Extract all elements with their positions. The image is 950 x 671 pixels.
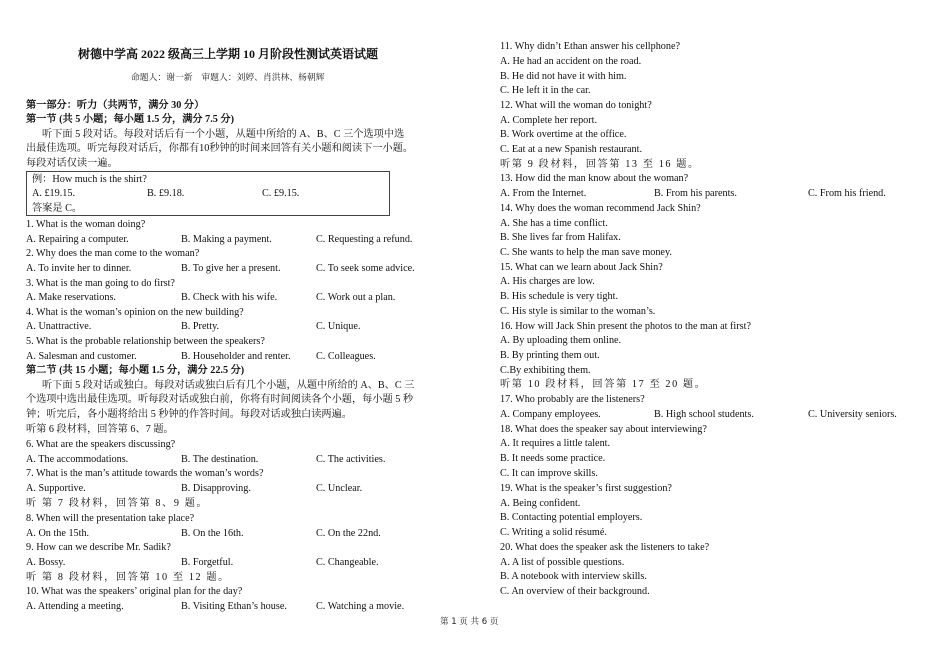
question-stem: 16. How will Jack Shin present the photos to the man at first? <box>500 321 751 332</box>
option-c: C. Colleagues. <box>316 351 376 362</box>
option-c: C. Watching a movie. <box>316 601 405 612</box>
option-a: A. His charges are low. <box>500 276 595 287</box>
question-stem: 1. What is the woman doing? <box>26 219 146 230</box>
question-stem: 20. What does the speaker ask the listeners to take? <box>500 542 710 553</box>
question-stem: 11. Why didn’t Ethan answer his cellphone? <box>500 41 681 52</box>
option-c: C. Requesting a refund. <box>316 234 413 245</box>
option-a: A. Bossy. <box>26 557 66 568</box>
option-b: B. The destination. <box>181 454 259 465</box>
option-c: C. It can improve skills. <box>500 468 598 479</box>
question-stem: 17. Who probably are the listeners? <box>500 394 645 405</box>
option-b: B. Visiting Ethan’s house. <box>181 601 287 612</box>
option-b: B. Work overtime at the office. <box>500 129 627 140</box>
option-c: C. His style is similar to the woman’s. <box>500 306 656 317</box>
option-b: B. Check with his wife. <box>181 292 278 303</box>
option-a: A. He had an accident on the road. <box>500 56 642 67</box>
option-b: B. Contacting potential employers. <box>500 512 643 523</box>
question-stem: 2. Why does the man come to the woman? <box>26 248 200 259</box>
option-b: B. It needs some practice. <box>500 453 606 464</box>
section2-heading: 第二节 (共 15 小题；每小题 1.5 分，满分 22.5 分) <box>26 365 245 376</box>
listening-note: 听 第 7 段材料，回答第 8、9 题。 <box>26 498 209 509</box>
option-c: C. He left it in the car. <box>500 85 591 96</box>
option-c: C. To seek some advice. <box>316 263 415 274</box>
section1-instruction: 出最佳选项。听完每段对话后，你都有10秒钟的时间来回答有关小题和阅读下一小题。 <box>26 143 414 154</box>
question-stem: 14. Why does the woman recommend Jack Shin? <box>500 203 701 214</box>
question-stem: 18. What does the speaker say about interviewing? <box>500 424 707 435</box>
option-a: A. A list of possible questions. <box>500 557 625 568</box>
example-option-a: A. £19.15. <box>32 188 76 199</box>
option-b: B. Forgetful. <box>181 557 234 568</box>
option-a: A. On the 15th. <box>26 528 90 539</box>
exam-authors: 命题人：谢一新 审题人：刘婷、肖洪林、杨朝辉 <box>131 72 325 82</box>
option-a: A. Salesman and customer. <box>26 351 137 362</box>
option-a: A. Repairing a computer. <box>26 234 129 245</box>
question-stem: 7. What is the man’s attitude towards the woman’s words? <box>26 468 264 479</box>
option-b: B. He did not have it with him. <box>500 71 627 82</box>
listening-note: 听第 6 段材料，回答第 6、7 题。 <box>26 424 174 435</box>
option-c: C. From his friend. <box>808 188 886 199</box>
section2-instruction: 个选项中选出最佳选项。听每段对话或独白前，你将有时间阅读各个小题，每小题 5 秒 <box>26 394 414 405</box>
question-stem: 4. What is the woman’s opinion on the new building? <box>26 307 244 318</box>
section2-instruction: 听下面 5 段对话或独白。每段对话或独白后有几个小题，从题中所给的 A、B、C 三 <box>42 380 415 391</box>
option-b: B. Pretty. <box>181 321 220 332</box>
option-c: C. She wants to help the man save money. <box>500 247 672 258</box>
example-box <box>26 171 390 216</box>
option-a: A. She has a time conflict. <box>500 218 608 229</box>
example-option-c: C. £9.15. <box>262 188 300 199</box>
option-c: C. On the 22nd. <box>316 528 381 539</box>
option-b: B. To give her a present. <box>181 263 281 274</box>
option-c: C. Unclear. <box>316 483 363 494</box>
example-option-b: B. £9.18. <box>147 188 185 199</box>
option-b: B. She lives far from Halifax. <box>500 232 621 243</box>
option-c: C. Work out a plan. <box>316 292 396 303</box>
section1-heading: 第一节 (共 5 小题；每小题 1.5 分，满分 7.5 分) <box>26 114 234 125</box>
option-a: A. Company employees. <box>500 409 601 420</box>
option-b: B. High school students. <box>654 409 754 420</box>
option-b: B. On the 16th. <box>181 528 244 539</box>
option-c: C. Unique. <box>316 321 361 332</box>
option-b: B. Making a payment. <box>181 234 272 245</box>
section2-instruction: 钟；听完后，各小题将给出 5 秒钟的作答时间。每段对话或独白读两遍。 <box>26 409 352 420</box>
option-c: C. University seniors. <box>808 409 897 420</box>
page-number: 第 1 页 共 6 页 <box>440 617 499 627</box>
question-stem: 3. What is the man going to do first? <box>26 278 175 289</box>
option-b: B. A notebook with interview skills. <box>500 571 647 582</box>
listening-note: 听 第 8 段材料，回答第 10 至 12 题。 <box>26 572 230 583</box>
question-stem: 12. What will the woman do tonight? <box>500 100 652 111</box>
question-stem: 9. How can we describe Mr. Sadik? <box>26 542 171 553</box>
listening-note: 听第 10 段材料，回答第 17 至 20 题。 <box>500 379 707 390</box>
example-answer: 答案是 C。 <box>32 203 83 214</box>
question-stem: 5. What is the probable relationship between the speakers? <box>26 336 265 347</box>
part1-heading: 第一部分：听力（共两节，满分 30 分） <box>26 100 205 111</box>
option-a: A. Supportive. <box>26 483 86 494</box>
option-c: C. Changeable. <box>316 557 379 568</box>
option-a: A. Make reservations. <box>26 292 116 303</box>
option-a: A. Attending a meeting. <box>26 601 124 612</box>
option-c: C. An overview of their background. <box>500 586 650 597</box>
option-a: A. Complete her report. <box>500 115 598 126</box>
option-b: B. Disapproving. <box>181 483 251 494</box>
example-question: 例：How much is the shirt? <box>32 174 147 185</box>
option-c: C.By exhibiting them. <box>500 365 591 376</box>
listening-note: 听第 9 段材料，回答第 13 至 16 题。 <box>500 159 700 170</box>
option-a: A. By uploading them online. <box>500 335 622 346</box>
option-a: A. Unattractive. <box>26 321 92 332</box>
question-stem: 6. What are the speakers discussing? <box>26 439 176 450</box>
exam-title: 树德中学高 2022 级高三上学期 10 月阶段性测试英语试题 <box>78 47 379 61</box>
option-c: C. Eat at a new Spanish restaurant. <box>500 144 643 155</box>
question-stem: 8. When will the presentation take place? <box>26 513 195 524</box>
option-a: A. Being confident. <box>500 498 581 509</box>
question-stem: 19. What is the speaker’s first suggestion? <box>500 483 672 494</box>
option-a: A. From the Internet. <box>500 188 587 199</box>
question-stem: 15. What can we learn about Jack Shin? <box>500 262 663 273</box>
question-stem: 13. How did the man know about the woman? <box>500 173 689 184</box>
option-b: B. His schedule is very tight. <box>500 291 618 302</box>
option-a: A. It requires a little talent. <box>500 438 611 449</box>
option-b: B. By printing them out. <box>500 350 600 361</box>
option-b: B. From his parents. <box>654 188 737 199</box>
question-stem: 10. What was the speakers’ original plan for the day? <box>26 586 243 597</box>
option-a: A. To invite her to dinner. <box>26 263 132 274</box>
option-b: B. Householder and renter. <box>181 351 291 362</box>
option-c: C. The activities. <box>316 454 386 465</box>
option-a: A. The accommodations. <box>26 454 129 465</box>
section1-instruction: 每段对话仅读一遍。 <box>26 158 118 169</box>
option-c: C. Writing a solid résumé. <box>500 527 607 538</box>
section1-instruction: 听下面 5 段对话。每段对话后有一个小题，从题中所给的 A、B、C 三个选项中选 <box>42 129 405 140</box>
